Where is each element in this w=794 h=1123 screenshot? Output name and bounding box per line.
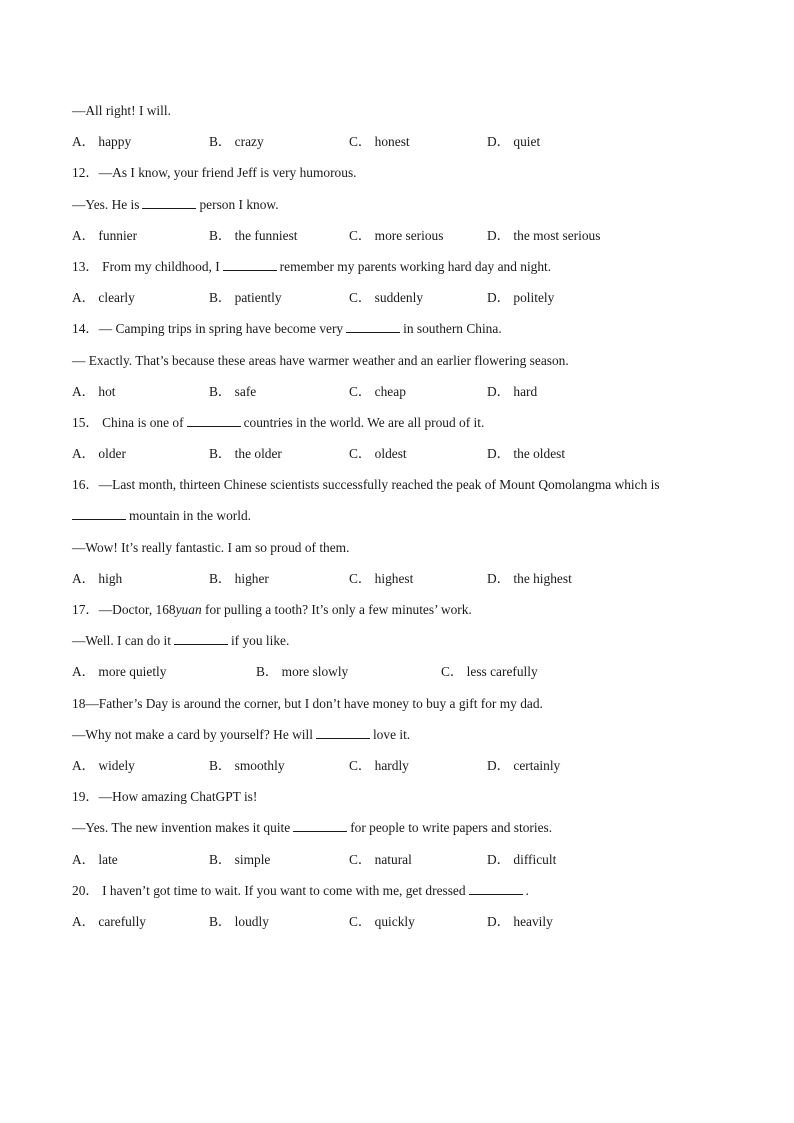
q16-response: —Wow! It’s really fantastic. I am so proud of them.	[72, 539, 350, 555]
q14-option-a[interactable]: A． hot	[72, 383, 116, 399]
answer-blank	[72, 507, 126, 520]
q18-option-d[interactable]: D． certainly	[487, 757, 561, 773]
answer-blank	[142, 196, 196, 209]
answer-blank	[223, 258, 277, 271]
q16-option-d[interactable]: D． the highest	[487, 570, 572, 586]
q20-option-a[interactable]: A． carefully	[72, 913, 146, 929]
q19-option-d[interactable]: D． difficult	[487, 851, 557, 867]
q12-option-b[interactable]: B． the funniest	[209, 227, 298, 243]
q18-response: —Why not make a card by yourself? He will love it.	[72, 726, 411, 742]
q18-stem: 18—Father’s Day is around the corner, but I don’t have money to buy a gift for my dad.	[72, 695, 543, 711]
q19-option-a[interactable]: A． late	[72, 851, 118, 867]
answer-blank	[293, 819, 347, 832]
q13-option-b[interactable]: B． patiently	[209, 290, 282, 306]
q20-option-b[interactable]: B． loudly	[209, 913, 269, 929]
q13-option-c[interactable]: C． suddenly	[349, 290, 424, 306]
answer-blank	[187, 414, 241, 427]
q15-option-c[interactable]: C． oldest	[349, 446, 407, 462]
q17-option-b[interactable]: B． more slowly	[256, 664, 349, 680]
q11-option-b[interactable]: B． crazy	[209, 134, 264, 150]
q12-option-c[interactable]: C． more serious	[349, 227, 444, 243]
q11-option-d[interactable]: D． quiet	[487, 134, 541, 150]
q16-option-c[interactable]: C． highest	[349, 570, 414, 586]
q11-option-a[interactable]: A． happy	[72, 134, 132, 150]
q19-option-c[interactable]: C． natural	[349, 851, 412, 867]
q13-options	[72, 287, 722, 318]
q13-option-a[interactable]: A． clearly	[72, 290, 135, 306]
q17-options	[72, 661, 722, 692]
q12-stem: 12．—As I know, your friend Jeff is very humorous.	[72, 165, 357, 181]
q20-options	[72, 911, 722, 942]
q11-options	[72, 131, 722, 162]
q12-option-a[interactable]: A． funnier	[72, 227, 138, 243]
answer-blank	[346, 320, 400, 333]
q12-option-d[interactable]: D． the most serious	[487, 227, 601, 243]
q17-option-a[interactable]: A． more quietly	[72, 664, 167, 680]
q11-option-c[interactable]: C． honest	[349, 134, 410, 150]
q15-option-b[interactable]: B． the older	[209, 446, 282, 462]
q20-stem: 20． I haven’t got time to wait. If you want to come with me, get dressed .	[72, 882, 529, 898]
q16-option-b[interactable]: B． higher	[209, 570, 269, 586]
q15-options	[72, 443, 722, 474]
q14-option-b[interactable]: B． safe	[209, 383, 257, 399]
answer-blank	[469, 882, 523, 895]
answer-blank	[174, 632, 228, 645]
q12-response: —Yes. He is person I know.	[72, 196, 279, 212]
q18-option-a[interactable]: A． widely	[72, 757, 135, 773]
q15-option-d[interactable]: D． the oldest	[487, 446, 566, 462]
q18-option-c[interactable]: C． hardly	[349, 757, 409, 773]
q17-stem: 17．—Doctor, 168yuan for pulling a tooth? It’s only a few minutes’ work.	[72, 602, 472, 617]
q16-stem: 16．—Last month, thirteen Chinese scientists successfully reached the peak of Mount Qomolangma which is	[72, 477, 660, 493]
q14-option-c[interactable]: C． cheap	[349, 383, 406, 399]
q19-stem: 19．—How amazing ChatGPT is!	[72, 789, 258, 805]
q14-response: — Exactly. That’s because these areas have warmer weather and an earlier flowering season.	[72, 352, 569, 368]
q19-option-b[interactable]: B． simple	[209, 851, 271, 867]
q15-option-a[interactable]: A． older	[72, 446, 126, 462]
q12-options	[72, 225, 722, 256]
worksheet-page	[72, 100, 722, 942]
q14-option-d[interactable]: D． hard	[487, 383, 538, 399]
q18-option-b[interactable]: B． smoothly	[209, 757, 285, 773]
q13-stem: 13． From my childhood, I remember my parents working hard day and night.	[72, 258, 552, 274]
q14-stem: 14．— Camping trips in spring have become very in southern China.	[72, 321, 502, 337]
q13-option-d[interactable]: D． politely	[487, 290, 555, 306]
q20-option-c[interactable]: C． quickly	[349, 913, 415, 929]
answer-blank	[316, 726, 370, 739]
q20-option-d[interactable]: D． heavily	[487, 913, 553, 929]
q17-response: —Well. I can do it if you like.	[72, 633, 290, 649]
q19-options	[72, 849, 722, 880]
q16-option-a[interactable]: A． high	[72, 570, 123, 586]
q16-stem-cont: mountain in the world.	[72, 505, 722, 536]
q17-option-c[interactable]: C． less carefully	[441, 664, 538, 680]
q18-options	[72, 755, 722, 786]
q19-response: —Yes. The new invention makes it quite for people to write papers and stories.	[72, 820, 553, 836]
q14-options	[72, 381, 722, 412]
q16-options	[72, 568, 722, 599]
q15-stem: 15． China is one of countries in the world. We are all proud of it.	[72, 414, 485, 430]
q11-answer-line: —All right! I will.	[72, 103, 171, 118]
